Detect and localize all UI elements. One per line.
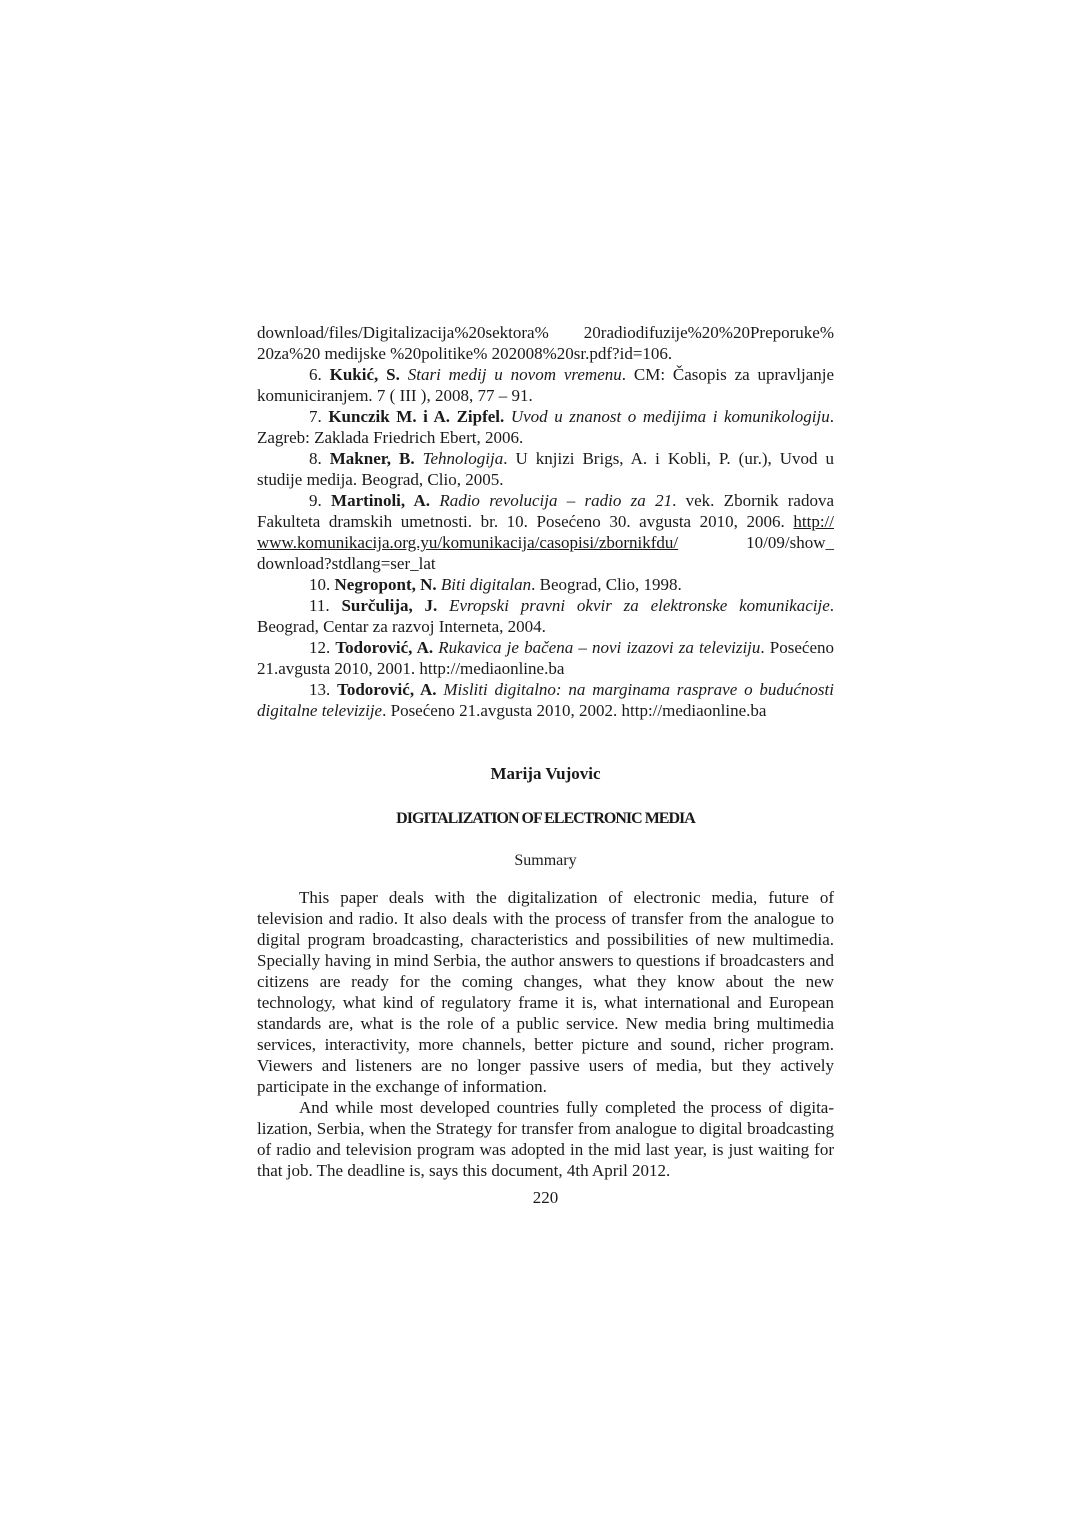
- reference-number: 7.: [309, 407, 322, 426]
- reference-number: 11.: [309, 596, 330, 615]
- reference-details: . Beograd, Clio, 1998.: [531, 575, 682, 594]
- article-title: DIGITALIZATION OF ELECTRONIC MEDIA: [396, 810, 695, 827]
- reference-link-suffix: 10/09/show_ download?stdlang=ser_lat: [257, 533, 834, 573]
- reference-number: 6.: [309, 365, 322, 384]
- reference-link[interactable]: http:// www.komunikacija.org.yu/komunikacija/casopisi/zbornikfdu/: [257, 512, 834, 552]
- article-author: Marija Vujovic: [490, 764, 601, 783]
- reference-title: Rukavica je bačena – novi izazovi za televiziju: [438, 638, 761, 657]
- reference-details: . vek. Zbornik radova Fakulteta dramskih umetnosti. br. 10. Posećeno 30. avgusta 2010, 2006.: [257, 491, 834, 531]
- reference-number: 13.: [309, 680, 331, 699]
- summary-paragraph: This paper deals with the digitalization of electronic media, future of television and radio. It also deals with the process of transfer from the analogue to digital program broadcasting, characteristics and possibilities of new multimedia. Specially having in mind Serbia, the author answers to questions if broadcasters and citizens are ready for the coming changes, what they know about the new technology, what kind of regulatory frame it is, what international and European standards are, what is the role of a public service. New media bring multimedia services, interactivity, more channels, better picture and sound, richer program. Viewers and listeners are no longer passive users of media, but they actively participate in the exchange of information.: [257, 888, 834, 1096]
- summary-heading: Summary: [514, 852, 577, 869]
- summary-body: [257, 887, 834, 1181]
- reference-item: [257, 364, 834, 406]
- reference-list: [257, 322, 834, 721]
- reference-item: [257, 406, 834, 448]
- reference-author: Makner, B.: [329, 449, 415, 468]
- reference-author: Todorović, A.: [337, 680, 437, 699]
- reference-author: Todorović, A.: [335, 638, 434, 657]
- reference-item: [257, 595, 834, 637]
- reference-details: . Beograd, Centar za razvoj Interneta, 2004.: [257, 596, 835, 636]
- reference-number: 9.: [309, 491, 322, 510]
- reference-title: Misliti digitalno: na marginama rasprave o budućnosti digitalne televizije: [257, 680, 834, 720]
- summary-paragraph: And while most developed countries fully completed the process of digita-lization, Serbia, when the Strategy for transfer from analogue to digital broadcasting of radio and television program was adopted in the mid last year, is just waiting for that job. The deadline is, says this document, 4th April 2012.: [257, 1098, 834, 1180]
- reference-item: [257, 637, 834, 679]
- reference-details: . Zagreb: Zaklada Friedrich Ebert, 2006.: [257, 407, 834, 447]
- reference-number: 10.: [309, 575, 331, 594]
- reference-item: [257, 574, 834, 595]
- reference-title: Stari medij u novom vremenu: [407, 365, 622, 384]
- reference-details: . CM: Časopis za upravljanje komuniciranjem. 7 ( III ), 2008, 77 – 91.: [257, 365, 835, 405]
- reference-details: . Posećeno 21.avgusta 2010, 2002. http://mediaonline.ba: [382, 701, 767, 720]
- reference-number: 12.: [309, 638, 331, 657]
- reference-item: [257, 679, 834, 721]
- reference-author: Kukić, S.: [329, 365, 400, 384]
- reference-title: Radio revolucija – radio za 21: [439, 491, 673, 510]
- reference-title: Biti digitalan: [440, 575, 532, 594]
- reference-details: . U knjizi Brigs, A. i Kobli, P. (ur.), Uvod u studije medija. Beograd, Clio, 2005.: [257, 449, 835, 489]
- reference-author: Kunczik M. i A. Zipfel.: [328, 407, 505, 426]
- reference-author: Surčulija, J.: [341, 596, 438, 615]
- reference-continuation: download/files/Digitalizacija%20sektora% 20radiodifuzije%20%20Preporuke% 20za%20 medijske %20politike% 202008%20sr.pdf?id=106.: [257, 323, 834, 363]
- reference-author: Martinoli, A.: [331, 491, 431, 510]
- reference-title: Uvod u znanost o medijima i komunikologiju: [510, 407, 830, 426]
- page-content: [257, 322, 834, 1208]
- reference-item: [257, 448, 834, 490]
- page-number: 220: [532, 1188, 559, 1207]
- reference-item: [257, 490, 834, 574]
- reference-title: Evropski pravni okvir za elektronske komunikacije: [449, 596, 830, 615]
- reference-title: Tehnologija: [422, 449, 504, 468]
- reference-details: . Posećeno 21.avgusta 2010, 2001. http://mediaonline.ba: [257, 638, 835, 678]
- reference-author: Negropont, N.: [334, 575, 437, 594]
- reference-number: 8.: [309, 449, 322, 468]
